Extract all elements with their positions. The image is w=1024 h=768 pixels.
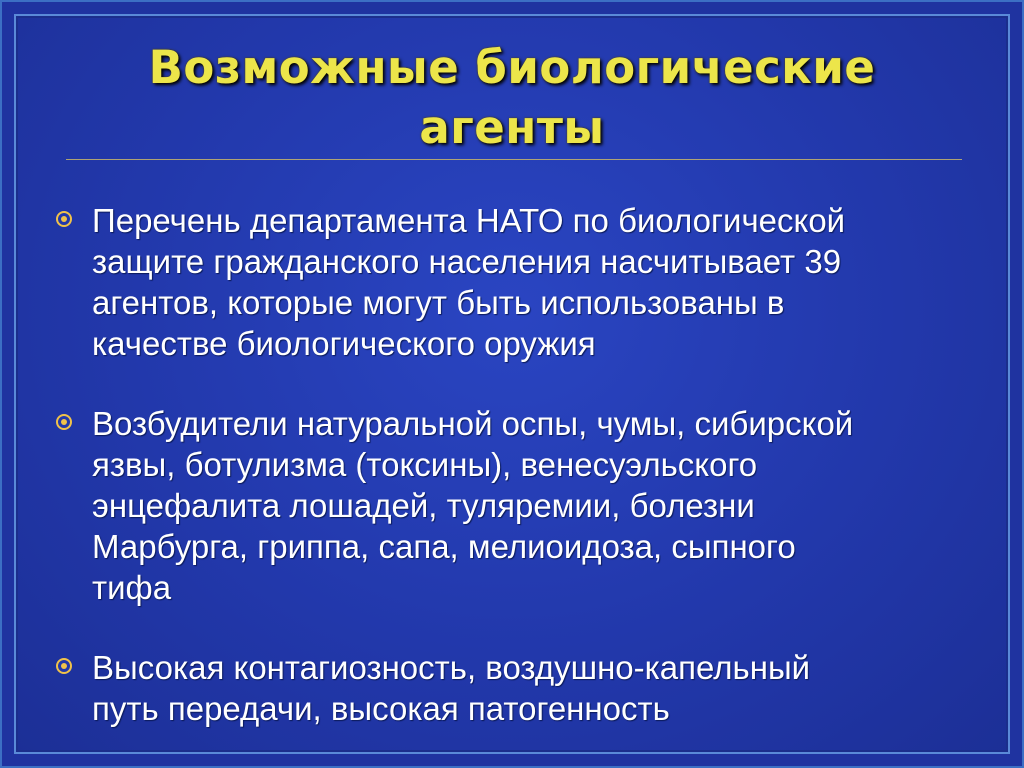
- bullet-line: энцефалита лошадей, туляремии, болезни: [92, 487, 755, 524]
- bullet-item-nato-list: [52, 200, 992, 364]
- slide-title: [54, 38, 970, 158]
- bullet-item-properties: [52, 647, 992, 729]
- bullet-line: Высокая контагиозность, воздушно-капельный: [92, 649, 811, 686]
- bullet-line: защите гражданского населения насчитывает 39: [92, 243, 842, 280]
- slide-title-line-2: агенты: [419, 101, 605, 154]
- bullet-line: Возбудители натуральной оспы, чумы, сибирской: [92, 405, 854, 442]
- bullet-list: [52, 200, 992, 729]
- bullet-item-pathogens: [52, 403, 992, 608]
- circle-dot-bullet-icon: [56, 414, 72, 430]
- bullet-line: агентов, которые могут быть использованы в: [92, 284, 785, 321]
- circle-dot-bullet-icon: [56, 658, 72, 674]
- title-divider: [66, 159, 962, 160]
- circle-dot-bullet-icon: [56, 211, 72, 227]
- bullet-line: Марбурга, гриппа, сапа, мелиоидоза, сыпного: [92, 528, 796, 565]
- slide-title-line-1: Возможные биологические: [148, 41, 876, 94]
- bullet-line: тифа: [92, 569, 172, 606]
- bullet-line: Перечень департамента НАТО по биологической: [92, 202, 846, 239]
- bullet-line: путь передачи, высокая патогенность: [92, 690, 670, 727]
- bullet-line: качестве биологического оружия: [92, 325, 596, 362]
- bullet-line: язвы, ботулизма (токсины), венесуэльского: [92, 446, 758, 483]
